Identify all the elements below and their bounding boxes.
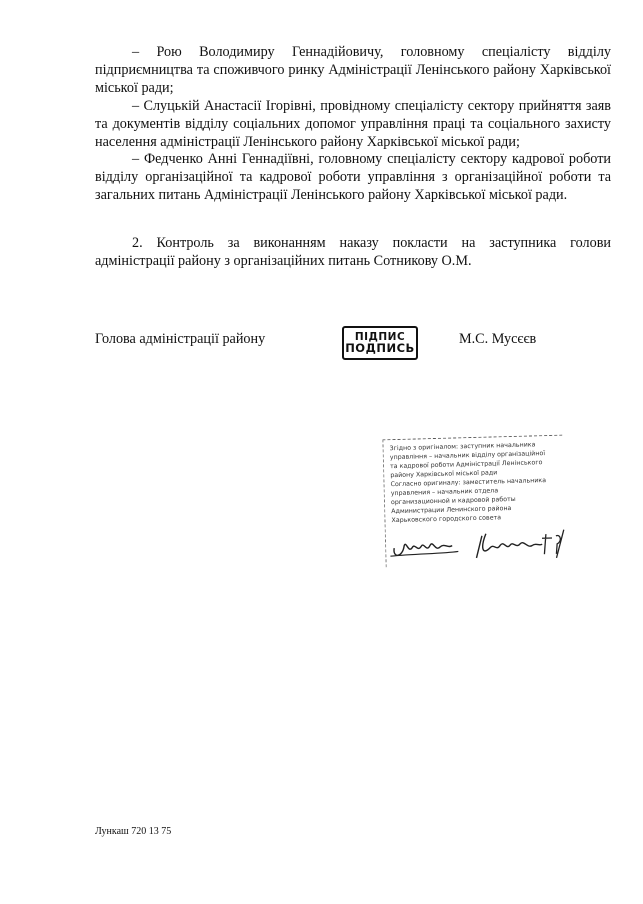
approval-line: организационной и кадровой работы <box>390 495 516 507</box>
stamp-line-1: ПІДПИС <box>354 331 406 343</box>
approval-line: Администрации Ленинского района <box>391 505 512 516</box>
approval-line: Харьковского городского совета <box>391 514 502 525</box>
approval-line: Згідно з оригіналом: заступник начальника <box>389 441 536 453</box>
signature-title: Голова адміністрації району <box>95 331 266 347</box>
approval-line: управління – начальник відділу організаційної <box>389 450 546 462</box>
paragraph-control: 2. Контроль за виконанням наказу покласти на заступника голови адміністрації району з організаційних питань Сотникову О.М. <box>95 235 611 269</box>
handwritten-signature <box>386 523 592 564</box>
footer-phone: Лункаш 720 13 75 <box>95 826 172 837</box>
approval-line: Согласно оригиналу: заместитель начальника <box>390 477 547 489</box>
approval-line: району Харківської міської ради <box>390 469 498 480</box>
paragraph-roiu: – Рою Володимиру Геннадійовичу, головному спеціалісту відділу підприємництва та споживчого ринку Адміністрації Ленінського району Харківської міської ради; <box>95 44 611 96</box>
stamp-line-2: ПОДПИСЬ <box>345 341 415 355</box>
paragraph-fedchenko: – Федченко Анні Геннадіївні, головному спеціалісту сектору кадрової роботи відділу організаційної та кадрової роботи управління з організаційної роботи та загальних питань Адміністрації Ленінського району Харківської міської ради. <box>95 151 611 203</box>
approval-line: управления – начальник отдела <box>390 487 499 498</box>
approval-line: та кадрової роботи Адміністрації Ленінського <box>389 459 543 471</box>
signer-name: М.С. Мусєєв <box>459 331 537 347</box>
approval-stamp <box>382 435 565 568</box>
signature-stamp <box>342 326 418 360</box>
paragraph-slutska: – Слуцькій Анастасії Ігорівні, провідному спеціалісту сектору прийняття заяв та документів відділу соціальних допомог управління праці та соціального захисту населення адміністрації Ленінського району Харківської міської ради; <box>95 98 611 150</box>
